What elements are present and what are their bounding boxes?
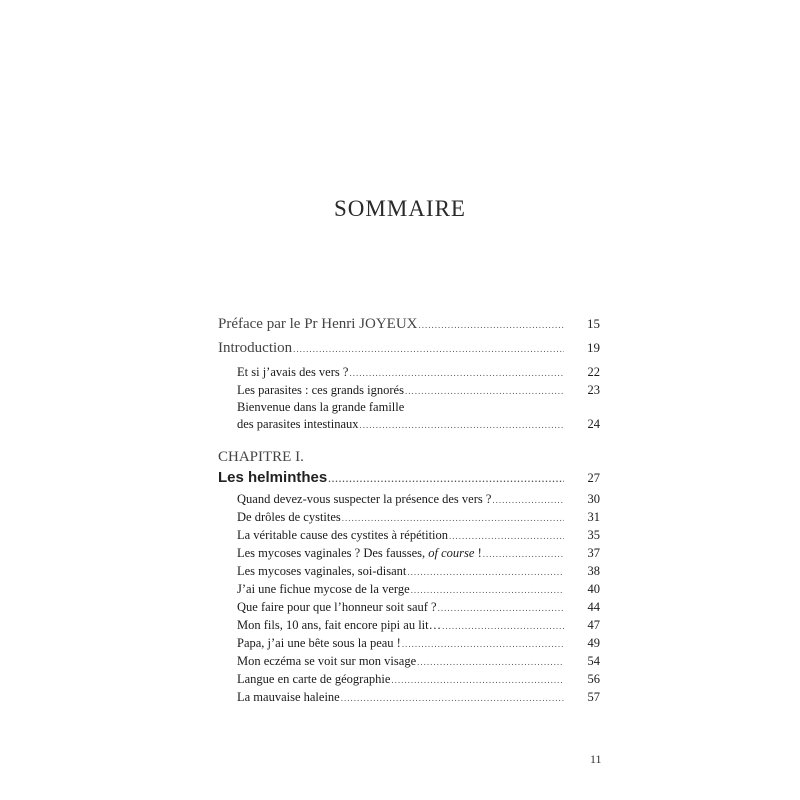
toc-subentry — [237, 510, 600, 525]
leader-dots — [417, 657, 564, 667]
toc-entry-label: Les mycoses vaginales, soi-disant — [237, 564, 407, 578]
toc-entry-page: 15 — [587, 316, 600, 331]
toc-entry-page: 54 — [587, 654, 600, 668]
leader-dots — [407, 567, 564, 577]
toc-entry-label: De drôles de cystites — [237, 510, 341, 524]
toc-subentry — [237, 636, 600, 651]
leader-dots — [360, 420, 565, 430]
toc-entry-page: 44 — [587, 600, 600, 614]
toc-subentry — [237, 672, 600, 687]
toc-subentry — [237, 528, 600, 543]
toc-entry-page: 47 — [587, 618, 600, 632]
toc-entry-page: 27 — [587, 471, 600, 485]
toc-subentry — [237, 600, 600, 615]
label-italic-part: of course — [428, 546, 475, 560]
toc-entry-label: Et si j’avais des vers ? — [237, 365, 349, 379]
toc-entry-label: Mon eczéma se voit sur mon visage — [237, 654, 417, 668]
toc-entry-introduction — [218, 340, 600, 357]
toc-subentry — [237, 618, 600, 633]
leader-dots — [402, 639, 564, 649]
toc-subentry — [237, 365, 600, 380]
leader-dots — [391, 675, 564, 685]
page-number: 11 — [590, 752, 602, 766]
toc-entry-label: Langue en carte de géographie — [237, 672, 391, 686]
toc-entry-page: 22 — [587, 365, 600, 379]
toc-entry-label: Préface par le Pr Henri JOYEUX — [218, 316, 418, 332]
toc-entry-page: 24 — [587, 417, 600, 431]
toc-entry-label: Papa, j’ai une bête sous la peau ! — [237, 636, 401, 650]
chapter-title-entry — [218, 469, 600, 486]
leader-dots — [328, 474, 564, 484]
toc-entry-label: La mauvaise haleine — [237, 690, 340, 704]
toc-subentry — [237, 492, 600, 507]
leader-dots — [442, 621, 564, 631]
toc-entry-label: des parasites intestinaux — [237, 417, 359, 431]
leader-dots — [341, 693, 564, 703]
toc-entry-page: 30 — [587, 492, 600, 506]
toc-entry-label: Les parasites : ces grands ignorés — [237, 383, 404, 397]
toc-subentry — [237, 654, 600, 669]
toc-entry-label: Quand devez-vous suspecter la présence des vers ? — [237, 492, 492, 506]
toc-subentry — [237, 564, 600, 579]
toc-entry-page: 35 — [587, 528, 600, 542]
leader-dots — [419, 320, 564, 330]
leader-dots — [411, 585, 564, 595]
toc-entry-page: 23 — [587, 383, 600, 397]
leader-dots — [438, 603, 564, 613]
leader-dots — [483, 549, 564, 559]
toc-entry-page: 37 — [587, 546, 600, 560]
toc-subentry — [237, 383, 600, 398]
toc-entry-label: Introduction — [218, 340, 293, 356]
toc-subentry-line1: Bienvenue dans la grande famille — [237, 400, 405, 414]
page-title: SOMMAIRE — [334, 196, 466, 221]
label-end-part: ! — [474, 546, 482, 560]
toc-entry-page: 40 — [587, 582, 600, 596]
toc-subentry — [237, 546, 600, 561]
toc-entry-page: 31 — [587, 510, 600, 524]
toc-entry-page: 49 — [587, 636, 600, 650]
toc-entry-page: 56 — [587, 672, 600, 686]
chapter-title: Les helminthes — [218, 469, 328, 486]
toc-entry-page: 57 — [587, 690, 600, 704]
toc-subentry — [237, 417, 600, 432]
leader-dots — [449, 531, 564, 541]
toc-entry-label — [237, 546, 482, 561]
label-part: Les mycoses vaginales ? Des fausses, — [237, 546, 429, 560]
leader-dots — [492, 495, 564, 505]
toc-entry-label: J’ai une fichue mycose de la verge — [237, 582, 410, 596]
toc-entry-page: 19 — [587, 340, 600, 355]
chapter-label: CHAPITRE I. — [218, 449, 304, 465]
toc-entry-preface — [218, 316, 600, 333]
leader-dots — [405, 386, 564, 396]
toc-entry-label: Que faire pour que l’honneur soit sauf ? — [237, 600, 437, 614]
leader-dots — [293, 344, 564, 354]
toc-subentry — [237, 582, 600, 597]
toc-entry-label: La véritable cause des cystites à répétition — [237, 528, 449, 542]
toc-entry-page: 38 — [587, 564, 600, 578]
toc-subentry — [237, 690, 600, 705]
leader-dots — [349, 368, 564, 378]
toc-entry-label: Mon fils, 10 ans, fait encore pipi au lit… — [237, 618, 442, 632]
leader-dots — [342, 513, 564, 523]
